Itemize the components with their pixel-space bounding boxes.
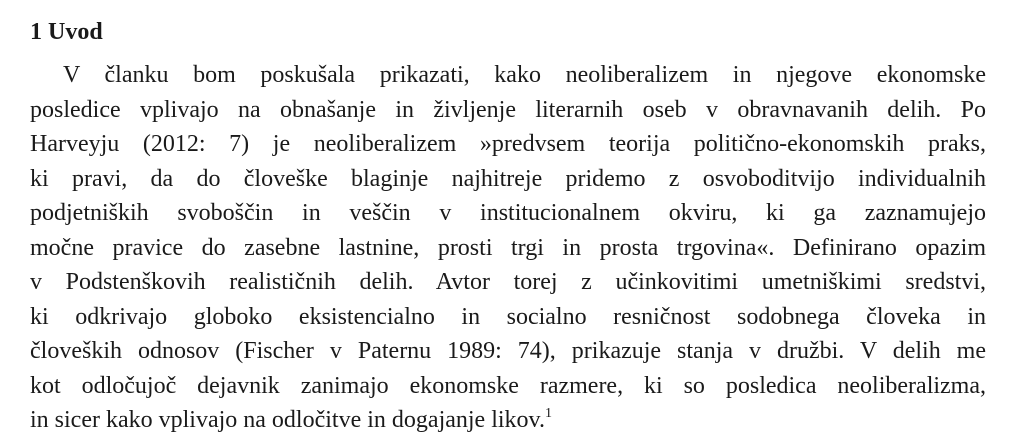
section-heading: 1 Uvod: [30, 19, 103, 45]
body-paragraph: [30, 58, 986, 438]
paragraph-line: podjetniških svoboščin in veščin v institucionalnem okviru, ki ga zaznamujejo: [30, 200, 986, 226]
paragraph-line: ki odkrivajo globoko eksistencialno in socialno resničnost sodobnega človeka in: [30, 303, 986, 330]
paragraph-line: človeških odnosov (Fischer v Paternu 1989: 74), prikazuje stanja v družbi. V delih me: [30, 338, 986, 364]
footnote-marker[interactable]: 1: [544, 406, 552, 421]
paragraph-line: ki pravi, da do človeške blaginje najhitreje pridemo z osvoboditvijo individualnih: [30, 165, 986, 192]
paragraph-line-text: in sicer kako vplivajo na odločitve in dogajanje likov.: [30, 407, 545, 433]
document-page: [30, 0, 986, 439]
paragraph-line: v Podstenškovih realističnih delih. Avtor torej z učinkovitimi umetniškimi sredstvi,: [30, 269, 986, 295]
paragraph-line: Harveyju (2012: 7) je neoliberalizem »predvsem teorija politično-ekonomskih praks,: [30, 131, 986, 157]
paragraph-line: kot odločujoč dejavnik zanimajo ekonomske razmere, ki so posledica neoliberalizma,: [30, 372, 986, 399]
paragraph-last-line: [30, 403, 986, 438]
paragraph-line: močne pravice do zasebne lastnine, prosti trgi in prosta trgovina«. Definirano opazim: [30, 234, 986, 261]
paragraph-line: V članku bom poskušala prikazati, kako neoliberalizem in njegove ekonomske: [63, 62, 986, 88]
paragraph-line: posledice vplivajo na obnašanje in življenje literarnih oseb v obravnavanih delih. Po: [30, 96, 986, 123]
